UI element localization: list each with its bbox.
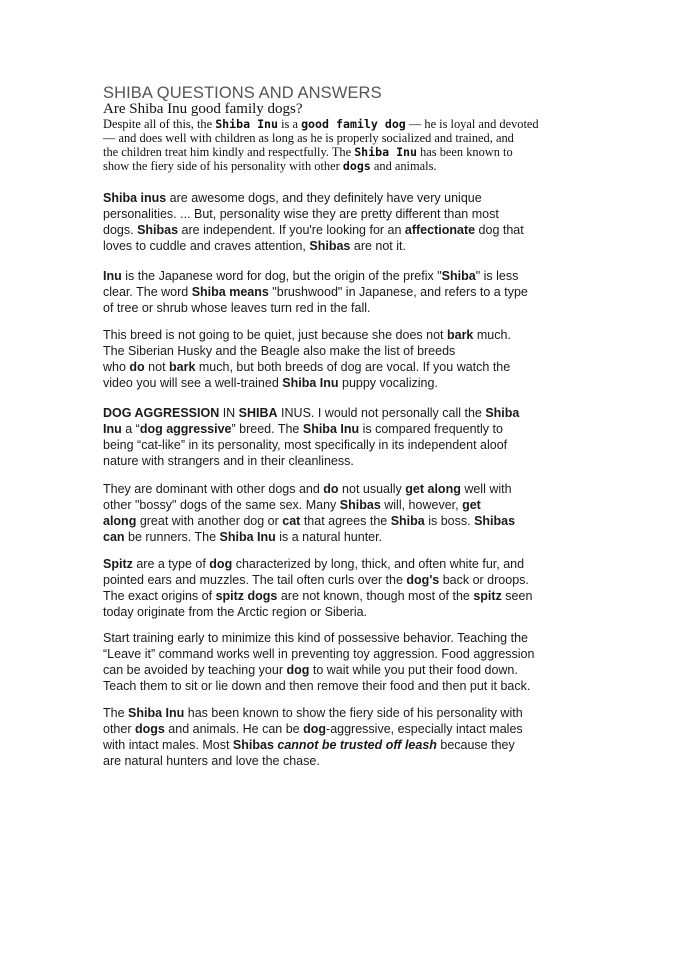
bold-text: bark (169, 360, 196, 374)
text-line (103, 513, 583, 529)
text-run: — and does well with children as long as he is properly socialized and trained, and (103, 130, 514, 145)
bold-text: spitz dogs (215, 589, 278, 603)
text-line (103, 437, 583, 453)
bold-text: Shiba (390, 514, 425, 528)
paragraph-training (103, 630, 583, 694)
text-run: are not it. (350, 239, 406, 253)
text-run: “Leave it” command works well in preventing toy aggression. Food aggression (103, 647, 535, 661)
paragraph-dog-aggression (103, 405, 583, 469)
text-run: has been known to show the fiery side of his personality with (184, 706, 523, 720)
text-run: not usually (338, 482, 406, 496)
bold-text: Shibas (339, 498, 381, 512)
text-run: clear. The word (103, 285, 192, 299)
text-run: not (144, 360, 170, 374)
text-run: This breed is not going to be quiet, just because she does not (103, 328, 447, 342)
text-run: has been known to (417, 144, 513, 159)
bold-text: do (323, 482, 339, 496)
bold-text: DOG AGGRESSION (103, 406, 220, 420)
text-run: will, however, (380, 498, 463, 512)
bold-text: Inu (103, 269, 122, 283)
intro-paragraph (103, 118, 583, 174)
bold-text: cat (282, 514, 301, 528)
text-line (103, 630, 583, 646)
text-run: dogs. (103, 223, 138, 237)
text-run: ” breed. The (231, 422, 303, 436)
bold-text: do (129, 360, 145, 374)
text-run: are awesome dogs, and they definitely have very unique (166, 191, 482, 205)
text-run: show the fiery side of his personality with other (103, 158, 343, 173)
bold-text: Inu (103, 422, 122, 436)
bold-text: affectionate (404, 223, 476, 237)
bold-text: Shiba Inu (215, 117, 279, 131)
text-run: puppy vocalizing. (338, 376, 438, 390)
text-line (103, 238, 583, 254)
bold-text: dog aggressive (139, 422, 232, 436)
text-run: The Siberian Husky and the Beagle also make the list of breeds (103, 344, 456, 358)
text-line (103, 343, 583, 359)
text-run: and animals. He can be (164, 722, 304, 736)
text-line (103, 405, 583, 421)
bold-text: Shiba Inu (219, 530, 276, 544)
text-run: dog that (475, 223, 524, 237)
text-run: — he is loyal and devoted (405, 117, 539, 131)
text-run: characterized by long, thick, and often white fur, and (232, 557, 525, 571)
text-run: are not known, though most of the (277, 589, 474, 603)
text-line (103, 662, 583, 678)
text-run: to wait while you put their food down. (309, 663, 518, 677)
text-run: The (103, 706, 129, 720)
bold-text: SHIBA (238, 406, 278, 420)
paragraph-spitz (103, 556, 583, 620)
text-line (103, 721, 583, 737)
bold-text: Shibas (232, 738, 274, 752)
text-run: Despite all of this, the (103, 117, 216, 131)
text-line (103, 375, 583, 391)
text-run: much. (473, 328, 511, 342)
bold-text: cannot be trusted off leash (277, 738, 437, 752)
bold-text: Shiba inus (103, 191, 167, 205)
text-line (103, 753, 583, 769)
question-heading: Are Shiba Inu good family dogs? (103, 101, 303, 117)
text-run: Teach them to sit or lie down and then remove their food and then put it back. (103, 679, 531, 693)
text-run: is a (278, 117, 302, 131)
text-run: pointed ears and muzzles. The tail often curls over the (103, 573, 407, 587)
text-run: IN (219, 406, 239, 420)
bold-text: along (103, 514, 137, 528)
text-run: that agrees the (300, 514, 391, 528)
text-line (103, 300, 583, 316)
text-line (103, 359, 583, 375)
text-run: is the Japanese word for dog, but the origin of the prefix " (121, 269, 442, 283)
text-run: other "bossy" dogs of the same sex. Many (103, 498, 340, 512)
text-line (103, 604, 583, 620)
text-line (103, 146, 583, 160)
text-run: well with (460, 482, 512, 496)
text-line (103, 284, 583, 300)
page-title: SHIBA QUESTIONS AND ANSWERS (103, 84, 382, 102)
text-run: INUS. I would not personally call the (277, 406, 486, 420)
text-run: being “cat-like” in its personality, most specifically in its independent aloof (103, 438, 508, 452)
text-run: loves to cuddle and craves attention, (103, 239, 310, 253)
text-line (103, 453, 583, 469)
text-run: of tree or shrub whose leaves turn red in the fall. (103, 301, 371, 315)
text-run: because they (436, 738, 515, 752)
text-line (103, 206, 583, 222)
bold-text: Spitz (103, 557, 133, 571)
text-line (103, 327, 583, 343)
bold-text: bark (446, 328, 474, 342)
bold-text: Shibas (474, 514, 516, 528)
bold-text: dog (209, 557, 233, 571)
bold-text: Shibas (137, 223, 179, 237)
text-run: other (103, 722, 135, 736)
text-line (103, 481, 583, 497)
text-line (103, 190, 583, 206)
text-run: with intact males. Most (103, 738, 233, 752)
text-run: is compared frequently to (359, 422, 503, 436)
text-run: personalities. ... But, personality wise they are pretty different than most (103, 207, 499, 221)
text-line (103, 497, 583, 513)
text-run: be runners. The (124, 530, 220, 544)
paragraph-dominance (103, 481, 583, 545)
text-run: today originate from the Arctic region or Siberia. (103, 605, 368, 619)
text-run: can be avoided by teaching your (103, 663, 287, 677)
text-line (103, 421, 583, 437)
text-line (103, 118, 583, 132)
paragraph-inu-meaning (103, 268, 583, 316)
bold-text: dog's (406, 573, 440, 587)
text-run: the children treat him kindly and respectfully. The (103, 144, 355, 159)
bold-text: Shibas (309, 239, 351, 253)
text-run: -aggressive, especially intact males (326, 722, 523, 736)
text-run: great with another dog or (136, 514, 283, 528)
text-line (103, 646, 583, 662)
bold-text: Shiba Inu (282, 376, 339, 390)
text-run: seen (501, 589, 533, 603)
text-line (103, 222, 583, 238)
text-run: who (103, 360, 130, 374)
bold-text: Shiba Inu (128, 706, 185, 720)
text-run: is a natural hunter. (275, 530, 383, 544)
text-run: " is less (475, 269, 519, 283)
bold-text: Shiba Inu (302, 422, 360, 436)
bold-text: get (462, 498, 481, 512)
text-run: is boss. (424, 514, 475, 528)
text-run: are natural hunters and love the chase. (103, 754, 320, 768)
bold-text: good family dog (301, 117, 406, 131)
text-line (103, 737, 583, 753)
bold-text: dogs (342, 158, 371, 173)
bold-text: Shiba means (191, 285, 269, 299)
text-run: They are dominant with other dogs and (103, 482, 324, 496)
text-line (103, 678, 583, 694)
text-run: The exact origins of (103, 589, 216, 603)
bold-text: dog (286, 663, 310, 677)
text-line (103, 588, 583, 604)
text-run: "brushwood" in Japanese, and refers to a type (268, 285, 528, 299)
text-line (103, 556, 583, 572)
text-run: are independent. If you're looking for an (178, 223, 405, 237)
text-line (103, 705, 583, 721)
text-line (103, 160, 583, 174)
bold-text: dogs (134, 722, 165, 736)
bold-text: Shiba (441, 269, 476, 283)
text-run: back or droops. (439, 573, 529, 587)
text-run: are a type of (132, 557, 210, 571)
text-run: nature with strangers and in their cleanliness. (103, 454, 354, 468)
text-run: Start training early to minimize this kind of possessive behavior. Teaching the (103, 631, 528, 645)
text-run: and animals. (370, 158, 437, 173)
bold-text: Shiba Inu (354, 144, 418, 159)
text-run: a “ (121, 422, 140, 436)
bold-text: Shiba (485, 406, 520, 420)
text-line (103, 529, 583, 545)
text-run: video you will see a well-trained (103, 376, 283, 390)
text-line (103, 572, 583, 588)
bold-text: get along (405, 482, 461, 496)
bold-text: dog (303, 722, 327, 736)
text-run: much, but both breeds of dog are vocal. If you watch the (195, 360, 511, 374)
paragraph-shiba-personality (103, 190, 583, 254)
text-line (103, 132, 583, 146)
paragraph-hunters (103, 705, 583, 769)
bold-text: spitz (473, 589, 502, 603)
bold-text: can (103, 530, 125, 544)
paragraph-barking (103, 327, 583, 391)
text-line (103, 268, 583, 284)
